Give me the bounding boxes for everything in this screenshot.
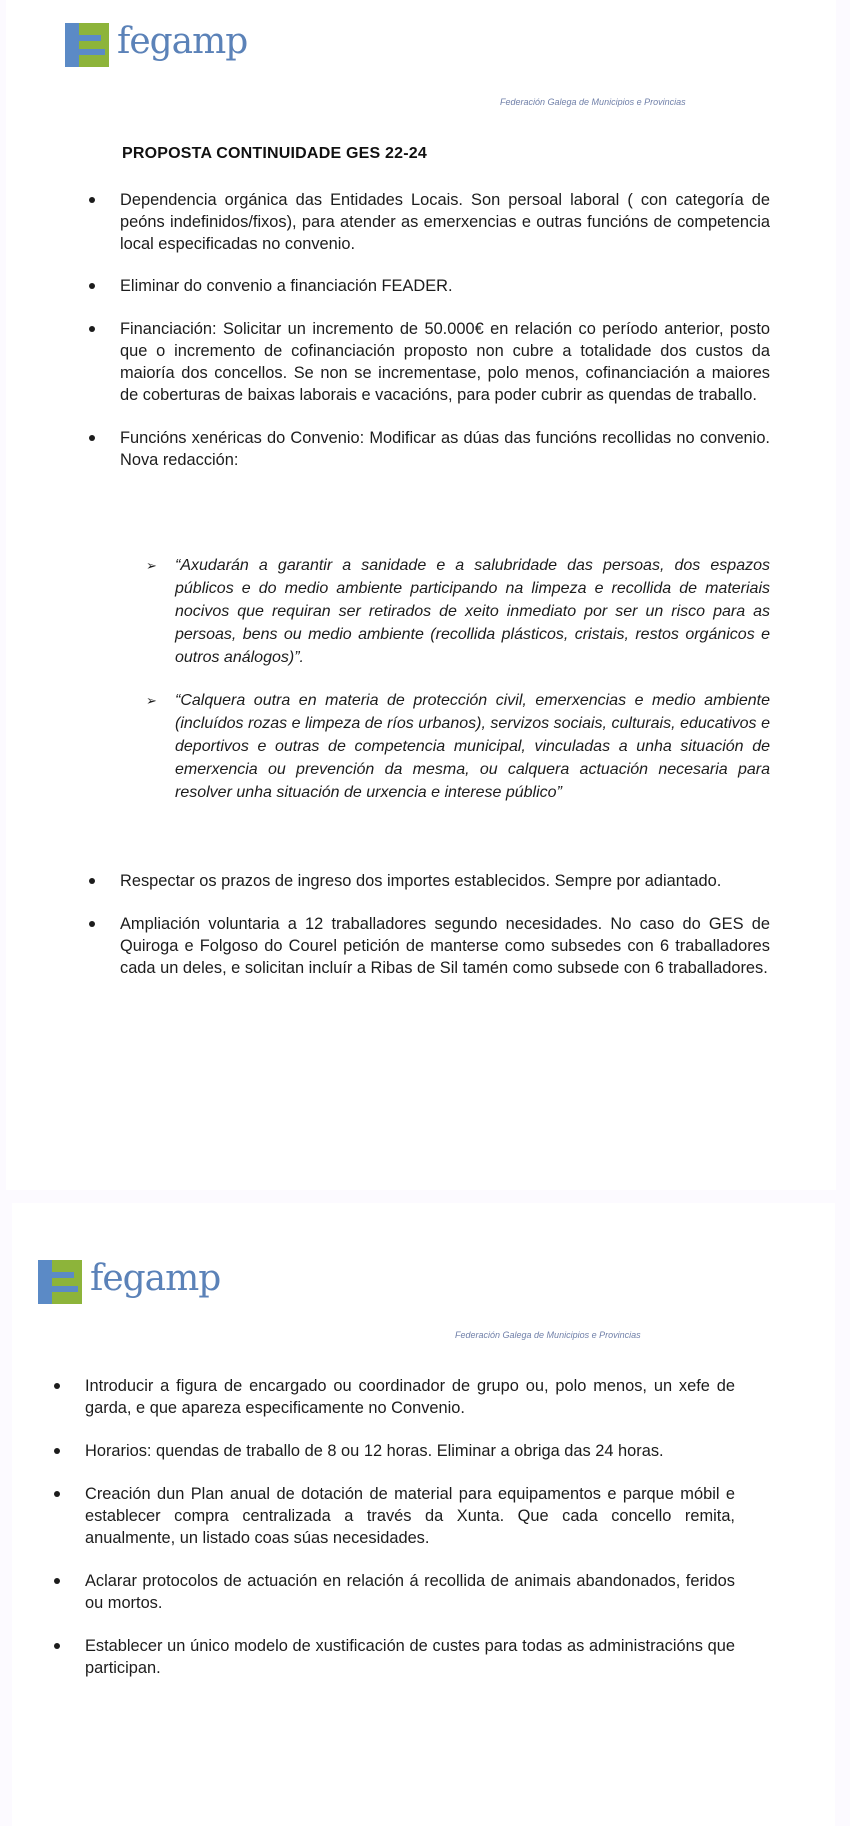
list-item	[85, 1483, 735, 1549]
proposal-list-3	[85, 1375, 735, 1679]
bullet-icon	[54, 1383, 60, 1389]
list-item	[120, 318, 770, 406]
bullet-icon	[54, 1448, 60, 1454]
list-item	[85, 1635, 735, 1679]
bullet-icon	[54, 1491, 60, 1497]
fegamp-logo	[38, 1260, 220, 1304]
list-item	[85, 1570, 735, 1614]
list-item-text: Financiación: Solicitar un incremento de 50.000€ en relación co período anterior, posto que o incremento de cofinanciación proposto non cubre a totalidade dos custos da maioría dos concellos. Se non se incrementase, polo menos, cofinanciación a maiores de coberturas de baixas laborais e vacacións, para poder cubrir as quendas de traballo.	[120, 320, 770, 404]
list-item-text: Creación dun Plan anual de dotación de material para equipamentos e parque móbil e establecer compra centralizada a través da Xunta. Que cada concello remita, anualmente, un listado coas súas necesidades.	[85, 1485, 735, 1547]
fegamp-logo-mark-icon	[65, 23, 109, 67]
bullet-icon	[89, 878, 95, 884]
document-page-2	[12, 1203, 835, 1826]
tagline: Federación Galega de Municipios e Provincias	[500, 97, 686, 107]
list-item-text: Eliminar do convenio a financiación FEADER.	[120, 277, 453, 295]
fegamp-logo-mark-icon	[38, 1260, 82, 1304]
logo-text: fegamp	[117, 21, 248, 62]
bullet-icon	[89, 435, 95, 441]
list-item	[120, 275, 770, 297]
list-item	[85, 1440, 735, 1462]
list-item-text: Aclarar protocolos de actuación en relación á recollida de animais abandonados, feridos ou mortos.	[85, 1572, 735, 1612]
document-title: PROPOSTA CONTINUIDADE GES 22-24	[122, 145, 427, 162]
list-item	[120, 189, 770, 255]
tagline: Federación Galega de Municipios e Provincias	[455, 1330, 641, 1340]
list-item	[120, 427, 770, 471]
list-item-text: Dependencia orgánica das Entidades Locais. Son persoal laboral ( con categoría de peóns indefinidos/fixos), para atender as emerxencias e outras funcións de competencia local especificadas no convenio.	[120, 191, 770, 253]
list-item	[85, 1375, 735, 1419]
bullet-icon	[89, 283, 95, 289]
document-page-1	[6, 0, 836, 1190]
logo-text: fegamp	[90, 1258, 221, 1299]
arrow-bullet-icon: ➢	[146, 693, 157, 708]
list-item-text: Introducir a figura de encargado ou coordinador de grupo ou, polo menos, un xefe de garda, e que apareza especificamente no Convenio.	[85, 1377, 735, 1417]
proposal-list-2	[120, 870, 770, 979]
bullet-icon	[89, 197, 95, 203]
list-item-text: Respectar os prazos de ingreso dos importes establecidos. Sempre por adiantado.	[120, 872, 722, 890]
quoted-function-text: “Calquera outra en materia de protección civil, emerxencias e medio ambiente (incluídos rozas e limpeza de ríos urbanos), servizos sociais, culturais, educativos e deportivos e outras de competencia municipal, vinculadas a unha situación de emerxencia ou prevención da mesma, ou calquera actuación necesaria para resolver unha situación de urxencia e interese público”	[175, 692, 770, 801]
quoted-function	[146, 689, 770, 804]
new-wording-list	[146, 554, 770, 804]
bullet-icon	[89, 326, 95, 332]
quoted-function	[146, 554, 770, 669]
list-item-text: Funcións xenéricas do Convenio: Modificar as dúas das funcións recollidas no convenio. Nova redacción:	[120, 429, 770, 469]
quoted-function-text: “Axudarán a garantir a sanidade e a salubridade das persoas, dos espazos públicos e do medio ambiente participando na limpeza e recollida de materiais nocivos que requiran ser retirados de xeito inmediato por ser un risco para as persoas, bens ou medio ambiente (recollida plásticos, cristais, restos orgánicos e outros análogos)”.	[175, 557, 770, 666]
list-item	[120, 913, 770, 979]
bullet-icon	[54, 1643, 60, 1649]
arrow-bullet-icon: ➢	[146, 558, 157, 573]
bullet-icon	[89, 921, 95, 927]
list-item	[120, 870, 770, 892]
bullet-icon	[54, 1578, 60, 1584]
proposal-list-1	[120, 189, 770, 491]
list-item-text: Establecer un único modelo de xustificación de custes para todas as administracións que participan.	[85, 1637, 735, 1677]
list-item-text: Ampliación voluntaria a 12 traballadores segundo necesidades. No caso do GES de Quiroga e Folgoso do Courel petición de manterse como subsedes con 6 traballadores cada un deles, e solicitan incluír a Ribas de Sil tamén como subsede con 6 traballadores.	[120, 915, 770, 977]
fegamp-logo	[65, 23, 247, 67]
list-item-text: Horarios: quendas de traballo de 8 ou 12 horas. Eliminar a obriga das 24 horas.	[85, 1442, 664, 1460]
